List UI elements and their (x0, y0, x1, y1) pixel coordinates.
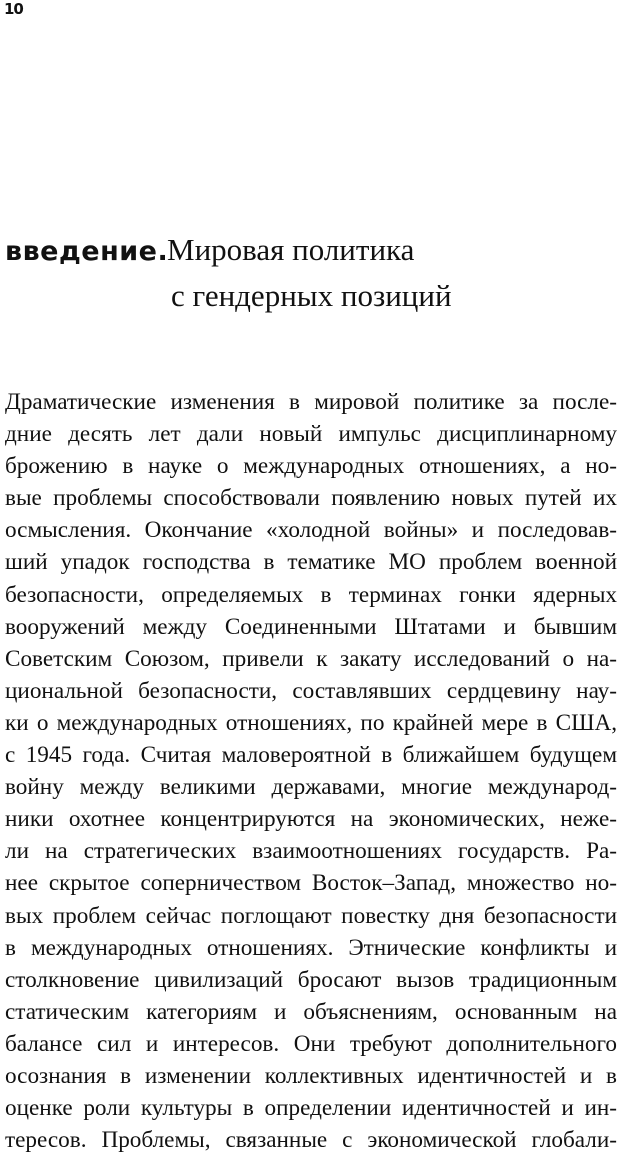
text-line: дние десять лет дали новый импульс дисциплинарному (5, 421, 617, 448)
text-line: войну между великими державами, многие международ- (5, 774, 617, 801)
text-line: осмысления. Окончание «холодной войны» и последовав- (5, 517, 617, 544)
chapter-heading (5, 232, 615, 316)
text-line: тересов. Проблемы, связанные с экономической глобали- (5, 1127, 617, 1154)
chapter-label: введение. (5, 236, 169, 267)
text-line: вооружений между Соединенными Штатами и бывшим (5, 613, 617, 640)
text-line: безопасности, определяемых в терминах гонки ядерных (5, 581, 617, 608)
text-line: балансе сил и интересов. Они требуют дополнительного (5, 1030, 617, 1057)
text-line: Советским Союзом, привели к закату исследований о на- (5, 645, 617, 672)
text-line: вые проблемы способствовали появлению новых путей их (5, 485, 617, 512)
text-line: оценке роли культуры в определении идентичностей и ин- (5, 1095, 617, 1122)
page-number: 10 (4, 0, 23, 18)
chapter-title-line-2: с гендерных позиций (171, 278, 452, 313)
text-line: столкновение цивилизаций бросают вызов традиционным (5, 966, 617, 993)
text-line: вых проблем сейчас поглощают повестку дня безопасности (5, 902, 617, 929)
text-line: в международных отношениях. Этнические конфликты и (5, 934, 617, 961)
text-line: ший упадок господства в тематике МО проблем военной (5, 549, 617, 576)
text-line: ники охотнее концентрируются на экономических, нежe- (5, 806, 617, 833)
text-line: осознания в изменении коллективных идентичностей и в (5, 1062, 617, 1089)
body-paragraph (5, 386, 617, 1156)
text-line: Драматические изменения в мировой политике за после- (5, 389, 617, 415)
text-line: брожению в науке о международных отношениях, а но- (5, 453, 617, 480)
text-line: статическим категориям и объяснениям, основанным на (5, 998, 617, 1025)
text-line: ки о международных отношениях, по крайней мере в США, (5, 709, 617, 736)
heading-row (5, 232, 615, 276)
text-line: с 1945 года. Считая маловероятной в ближайшем будущем (5, 742, 617, 769)
chapter-title-line-1: Мировая политика (167, 232, 415, 267)
text-line: нее скрытое соперничеством Восток–Запад, множество но- (5, 870, 617, 897)
text-line: ли на стратегических взаимоотношениях государств. Ра- (5, 838, 617, 865)
text-line: циональной безопасности, составлявших сердцевину нау- (5, 677, 617, 704)
